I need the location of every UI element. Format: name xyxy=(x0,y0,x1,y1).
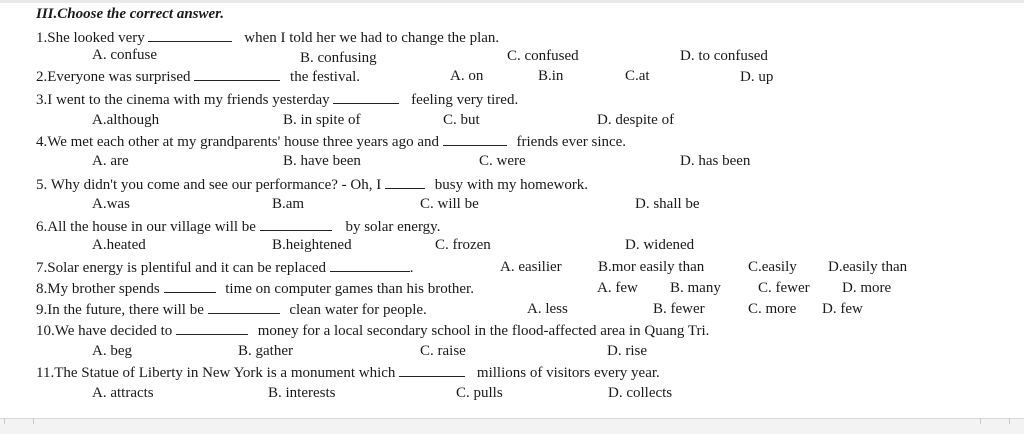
question-text: millions of visitors every year. xyxy=(476,365,660,381)
option-c: C. raise xyxy=(420,343,466,359)
section-heading: III.Choose the correct answer. xyxy=(36,6,224,22)
question-text: 1.She looked very xyxy=(36,30,145,46)
option-d: D. few xyxy=(822,301,863,317)
answer-blank xyxy=(194,67,280,81)
option-d: D. shall be xyxy=(635,196,700,212)
option-c: C.easily xyxy=(748,259,797,275)
question-3 xyxy=(36,90,518,109)
option-d: D. to confused xyxy=(680,48,768,64)
option-b: B.am xyxy=(272,196,305,212)
answer-blank xyxy=(385,175,425,189)
question-text: the festival. xyxy=(290,69,361,85)
question-text: 6.All the house in our village will be xyxy=(36,219,256,235)
answer-blank xyxy=(148,28,232,42)
question-text: friends ever since. xyxy=(516,134,627,150)
option-a: A. are xyxy=(92,153,129,169)
option-c: C. but xyxy=(443,112,480,128)
option-a: A. less xyxy=(527,301,568,317)
question-text: 5. Why didn't you come and see our performance? - Oh, I xyxy=(36,177,382,193)
option-c: C. frozen xyxy=(435,237,491,253)
option-a: A. easilier xyxy=(500,259,562,275)
question-9 xyxy=(36,300,427,319)
answer-blank xyxy=(176,321,248,335)
top-edge xyxy=(0,0,1024,3)
answer-blank xyxy=(208,300,280,314)
question-text: 2.Everyone was surprised xyxy=(36,69,191,85)
question-text: 10.We have decided to xyxy=(36,323,173,339)
option-a: A. few xyxy=(597,280,638,296)
bottom-tab-marker xyxy=(4,418,34,424)
option-d: D. up xyxy=(740,69,774,85)
answer-blank xyxy=(443,132,507,146)
option-d: D. collects xyxy=(608,385,673,401)
question-text: 8.My brother spends xyxy=(36,281,160,297)
question-text: 11.The Statue of Liberty in New York is a monument which xyxy=(36,365,396,381)
question-7 xyxy=(36,258,414,277)
option-d: D. more xyxy=(842,280,892,296)
option-c: C. will be xyxy=(420,196,479,212)
question-text: 9.In the future, there will be xyxy=(36,302,204,318)
option-c: C.at xyxy=(625,68,650,84)
question-text: . xyxy=(409,260,414,276)
answer-blank xyxy=(164,279,216,293)
option-c: C. fewer xyxy=(758,280,810,296)
option-a: A.although xyxy=(92,112,160,128)
answer-blank xyxy=(333,90,399,104)
option-c: C. more xyxy=(748,301,797,317)
question-4 xyxy=(36,132,626,151)
answer-blank xyxy=(399,363,465,377)
option-a: A. on xyxy=(450,68,484,84)
option-b: B. confusing xyxy=(300,50,377,66)
question-text: by solar energy. xyxy=(345,219,441,235)
question-text: when I told her we had to change the plan. xyxy=(244,30,500,46)
option-d: D. despite of xyxy=(597,112,675,128)
option-d: D.easily than xyxy=(828,259,908,275)
bottom-strip xyxy=(0,418,1024,434)
option-b: B. fewer xyxy=(653,301,705,317)
option-d: D. has been xyxy=(680,153,751,169)
option-b: B. gather xyxy=(238,343,293,359)
option-c: C. pulls xyxy=(456,385,503,401)
option-a: A.was xyxy=(92,196,130,212)
question-text: 7.Solar energy is plentiful and it can be replaced xyxy=(36,260,327,276)
option-b: B. interests xyxy=(268,385,336,401)
question-10 xyxy=(36,321,709,340)
question-text: time on computer games than his brother. xyxy=(225,281,474,297)
option-a: A. confuse xyxy=(92,47,157,63)
option-a: A.heated xyxy=(92,237,146,253)
option-d: D. rise xyxy=(607,343,647,359)
question-text: feeling very tired. xyxy=(411,92,519,108)
question-2 xyxy=(36,67,360,86)
answer-blank xyxy=(330,258,410,272)
question-text: clean water for people. xyxy=(289,302,427,318)
question-11 xyxy=(36,363,660,382)
option-b: B. many xyxy=(670,280,721,296)
bottom-tab-marker xyxy=(980,418,1010,424)
question-text: busy with my homework. xyxy=(434,177,589,193)
option-b: B. have been xyxy=(283,153,361,169)
option-b: B.in xyxy=(538,68,564,84)
option-d: D. widened xyxy=(625,237,695,253)
question-text: money for a local secondary school in the flood-affected area in Quang Tri. xyxy=(257,323,710,339)
option-b: B.heightened xyxy=(272,237,352,253)
question-8 xyxy=(36,279,474,298)
question-6 xyxy=(36,217,440,236)
answer-blank xyxy=(260,217,332,231)
option-b: B. in spite of xyxy=(283,112,361,128)
option-b: B.mor easily than xyxy=(598,259,705,275)
question-5 xyxy=(36,175,588,194)
question-1 xyxy=(36,28,499,47)
question-text: 3.I went to the cinema with my friends yesterday xyxy=(36,92,330,108)
option-c: C. confused xyxy=(507,48,579,64)
option-a: A. attracts xyxy=(92,385,154,401)
option-a: A. beg xyxy=(92,343,132,359)
option-c: C. were xyxy=(479,153,526,169)
question-text: 4.We met each other at my grandparents' house three years ago and xyxy=(36,134,440,150)
